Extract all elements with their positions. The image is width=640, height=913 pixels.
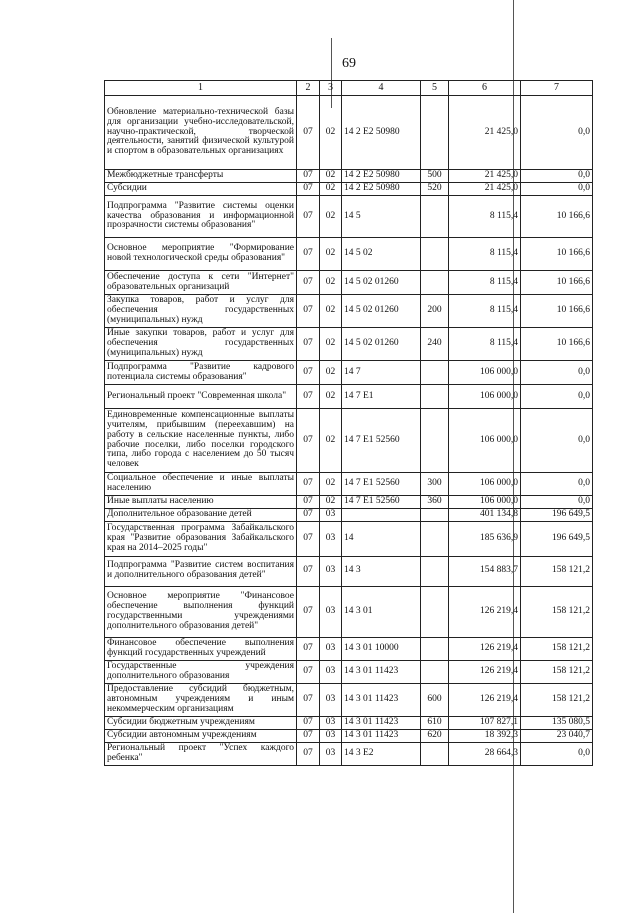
table-row	[105, 196, 593, 238]
row-amount-1: 21 425,0	[449, 96, 521, 170]
row-expense-type	[421, 196, 449, 238]
row-subsection: 02	[320, 328, 342, 361]
row-section: 07	[297, 238, 320, 271]
row-subsection: 02	[320, 385, 342, 409]
row-amount-2: 0,0	[521, 473, 593, 496]
row-section: 07	[297, 328, 320, 361]
row-name: Подпрограмма "Развитие систем воспитания и дополнительного образования детей"	[105, 556, 297, 586]
row-section: 07	[297, 637, 320, 660]
row-amount-1: 107 827,1	[449, 716, 521, 729]
row-section: 07	[297, 716, 320, 729]
row-amount-1: 126 219,4	[449, 660, 521, 683]
row-expense-type	[421, 409, 449, 473]
row-expense-type	[421, 742, 449, 765]
col-header-amount-1: 6	[449, 81, 521, 96]
row-amount-2: 0,0	[521, 385, 593, 409]
row-amount-2: 10 166,6	[521, 295, 593, 328]
table-row	[105, 183, 593, 196]
row-amount-2: 0,0	[521, 170, 593, 183]
row-amount-2: 0,0	[521, 409, 593, 473]
row-target-article: 14 3 01 11423	[342, 660, 421, 683]
row-name: Основное мероприятие "Формирование новой технологической среды образования"	[105, 238, 297, 271]
page-number: 69	[342, 56, 356, 71]
row-subsection: 02	[320, 96, 342, 170]
table-row	[105, 361, 593, 385]
row-section: 07	[297, 556, 320, 586]
row-expense-type	[421, 508, 449, 521]
row-subsection: 03	[320, 508, 342, 521]
row-name: Закупка товаров, работ и услуг для обеспечения государственных (муниципальных) нужд	[105, 295, 297, 328]
col-header-csr: 4	[342, 81, 421, 96]
row-expense-type: 300	[421, 473, 449, 496]
row-name: Социальное обеспечение и иные выплаты населению	[105, 473, 297, 496]
row-amount-1: 21 425,0	[449, 170, 521, 183]
row-target-article: 14 5 02	[342, 238, 421, 271]
row-name: Иные выплаты населению	[105, 495, 297, 508]
row-section: 07	[297, 473, 320, 496]
row-amount-1: 8 115,4	[449, 295, 521, 328]
row-amount-2: 158 121,2	[521, 637, 593, 660]
table-row	[105, 742, 593, 765]
row-target-article	[342, 508, 421, 521]
row-amount-1: 154 883,7	[449, 556, 521, 586]
row-name: Субсидии автономным учреждениям	[105, 729, 297, 742]
table-row	[105, 637, 593, 660]
row-amount-1: 106 000,0	[449, 495, 521, 508]
row-target-article: 14 3 01 11423	[342, 729, 421, 742]
row-subsection: 03	[320, 586, 342, 637]
row-amount-1: 21 425,0	[449, 183, 521, 196]
row-amount-1: 126 219,4	[449, 586, 521, 637]
row-amount-2: 10 166,6	[521, 271, 593, 295]
row-subsection: 02	[320, 238, 342, 271]
row-section: 07	[297, 183, 320, 196]
table-row	[105, 271, 593, 295]
row-amount-2: 0,0	[521, 183, 593, 196]
row-subsection: 02	[320, 196, 342, 238]
row-section: 07	[297, 683, 320, 716]
row-target-article: 14 3 01 11423	[342, 716, 421, 729]
row-section: 07	[297, 729, 320, 742]
row-name: Подпрограмма "Развитие системы оценки качества образования и информационной прозрачности системы образования"	[105, 196, 297, 238]
row-name: Иные закупки товаров, работ и услуг для обеспечения государственных (муниципальных) нужд	[105, 328, 297, 361]
row-amount-1: 126 219,4	[449, 637, 521, 660]
row-name: Региональный проект "Современная школа"	[105, 385, 297, 409]
row-subsection: 02	[320, 295, 342, 328]
row-amount-1: 28 664,3	[449, 742, 521, 765]
row-expense-type	[421, 271, 449, 295]
row-name: Государственная программа Забайкальского края "Развитие образования Забайкальского края на 2014–2025 годы"	[105, 521, 297, 556]
row-amount-1: 8 115,4	[449, 238, 521, 271]
row-expense-type	[421, 238, 449, 271]
row-subsection: 03	[320, 660, 342, 683]
row-target-article: 14 3	[342, 556, 421, 586]
budget-table	[104, 80, 593, 766]
table-row	[105, 385, 593, 409]
table-row	[105, 170, 593, 183]
row-target-article: 14 7 Е1 52560	[342, 473, 421, 496]
row-amount-2: 0,0	[521, 361, 593, 385]
row-target-article: 14 3 Е2	[342, 742, 421, 765]
row-amount-2: 0,0	[521, 742, 593, 765]
col-header-name: 1	[105, 81, 297, 96]
row-name: Финансовое обеспечение выполнения функций государственных учреждений	[105, 637, 297, 660]
table-row	[105, 716, 593, 729]
row-target-article: 14 3 01 11423	[342, 683, 421, 716]
row-amount-1: 18 392,3	[449, 729, 521, 742]
row-subsection: 02	[320, 170, 342, 183]
row-subsection: 03	[320, 637, 342, 660]
row-target-article: 14 7 Е1 52560	[342, 409, 421, 473]
row-section: 07	[297, 409, 320, 473]
row-section: 07	[297, 521, 320, 556]
row-name: Основное мероприятие "Финансовое обеспечение выполнения функций государственными учреждениями дополнительного образования детей"	[105, 586, 297, 637]
row-subsection: 03	[320, 683, 342, 716]
row-amount-1: 106 000,0	[449, 385, 521, 409]
table-row	[105, 521, 593, 556]
row-subsection: 03	[320, 729, 342, 742]
row-name: Субсидии	[105, 183, 297, 196]
row-section: 07	[297, 196, 320, 238]
col-header-vr: 5	[421, 81, 449, 96]
row-amount-1: 106 000,0	[449, 361, 521, 385]
row-subsection: 02	[320, 473, 342, 496]
row-expense-type	[421, 556, 449, 586]
row-amount-2: 10 166,6	[521, 238, 593, 271]
row-section: 07	[297, 660, 320, 683]
row-amount-2: 158 121,2	[521, 586, 593, 637]
row-target-article: 14 5 02 01260	[342, 328, 421, 361]
row-amount-1: 8 115,4	[449, 196, 521, 238]
row-amount-2: 0,0	[521, 495, 593, 508]
row-amount-1: 401 134,8	[449, 508, 521, 521]
table-row	[105, 683, 593, 716]
row-name: Государственные учреждения дополнительного образования	[105, 660, 297, 683]
row-subsection: 02	[320, 271, 342, 295]
col-header-pr: 3	[320, 81, 342, 96]
row-expense-type: 360	[421, 495, 449, 508]
table-row	[105, 586, 593, 637]
row-amount-1: 106 000,0	[449, 409, 521, 473]
row-section: 07	[297, 271, 320, 295]
row-target-article: 14 2 Е2 50980	[342, 183, 421, 196]
row-expense-type	[421, 96, 449, 170]
table-row	[105, 508, 593, 521]
row-section: 07	[297, 586, 320, 637]
row-expense-type: 520	[421, 183, 449, 196]
row-expense-type	[421, 586, 449, 637]
row-amount-2: 158 121,2	[521, 660, 593, 683]
row-name: Дополнительное образование детей	[105, 508, 297, 521]
table-row	[105, 556, 593, 586]
table-row	[105, 660, 593, 683]
row-target-article: 14 5 02 01260	[342, 295, 421, 328]
table-header-row	[105, 81, 593, 96]
row-subsection: 02	[320, 361, 342, 385]
row-target-article: 14 7	[342, 361, 421, 385]
row-expense-type	[421, 660, 449, 683]
row-name: Межбюджетные трансферты	[105, 170, 297, 183]
row-target-article: 14 7 Е1	[342, 385, 421, 409]
row-name: Региональный проект "Успех каждого ребенка"	[105, 742, 297, 765]
row-amount-2: 135 080,5	[521, 716, 593, 729]
row-target-article: 14 5 02 01260	[342, 271, 421, 295]
row-subsection: 03	[320, 556, 342, 586]
row-subsection: 02	[320, 495, 342, 508]
row-amount-2: 0,0	[521, 96, 593, 170]
row-expense-type: 200	[421, 295, 449, 328]
row-subsection: 02	[320, 409, 342, 473]
table-row	[105, 328, 593, 361]
row-amount-1: 106 000,0	[449, 473, 521, 496]
row-section: 07	[297, 96, 320, 170]
row-amount-2: 196 649,5	[521, 508, 593, 521]
row-subsection: 03	[320, 742, 342, 765]
table-row	[105, 495, 593, 508]
table-row	[105, 295, 593, 328]
row-expense-type: 500	[421, 170, 449, 183]
row-amount-2: 158 121,2	[521, 683, 593, 716]
col-header-rz: 2	[297, 81, 320, 96]
row-expense-type	[421, 637, 449, 660]
table-row	[105, 473, 593, 496]
row-subsection: 03	[320, 716, 342, 729]
row-target-article: 14 7 Е1 52560	[342, 495, 421, 508]
row-name: Предоставление субсидий бюджетным, автономным учреждениям и иным некоммерческим организациям	[105, 683, 297, 716]
row-expense-type	[421, 521, 449, 556]
row-section: 07	[297, 385, 320, 409]
row-name: Обновление материально-технической базы для организации учебно-исследовательской, научно-практической, творческой деятельности, занятий физической культурой и спортом в образовательных организациях	[105, 96, 297, 170]
row-amount-2: 10 166,6	[521, 196, 593, 238]
row-name: Единовременные компенсационные выплаты учителям, прибывшим (переехавшим) на работу в сельские населенные пункты, либо рабочие поселки, либо поселки городского типа, либо города с населением до 50 тысяч человек	[105, 409, 297, 473]
row-amount-2: 196 649,5	[521, 521, 593, 556]
row-section: 07	[297, 170, 320, 183]
row-name: Обеспечение доступа к сети "Интернет" образовательных организаций	[105, 271, 297, 295]
row-target-article: 14 3 01 10000	[342, 637, 421, 660]
row-amount-2: 10 166,6	[521, 328, 593, 361]
row-amount-1: 126 219,4	[449, 683, 521, 716]
row-name: Субсидии бюджетным учреждениям	[105, 716, 297, 729]
row-section: 07	[297, 742, 320, 765]
row-target-article: 14 3 01	[342, 586, 421, 637]
row-amount-2: 158 121,2	[521, 556, 593, 586]
row-expense-type	[421, 361, 449, 385]
row-section: 07	[297, 508, 320, 521]
table-row	[105, 409, 593, 473]
row-section: 07	[297, 495, 320, 508]
row-target-article: 14 2 Е2 50980	[342, 170, 421, 183]
row-section: 07	[297, 295, 320, 328]
row-expense-type: 610	[421, 716, 449, 729]
row-amount-2: 23 040,7	[521, 729, 593, 742]
row-name: Подпрограмма "Развитие кадрового потенциала системы образования"	[105, 361, 297, 385]
row-expense-type: 600	[421, 683, 449, 716]
row-expense-type: 240	[421, 328, 449, 361]
row-target-article: 14	[342, 521, 421, 556]
table-row	[105, 729, 593, 742]
row-amount-1: 8 115,4	[449, 328, 521, 361]
row-expense-type	[421, 385, 449, 409]
row-section: 07	[297, 361, 320, 385]
table-row	[105, 96, 593, 170]
row-amount-1: 8 115,4	[449, 271, 521, 295]
row-amount-1: 185 636,9	[449, 521, 521, 556]
row-target-article: 14 2 Е2 50980	[342, 96, 421, 170]
table-row	[105, 238, 593, 271]
col-header-amount-2: 7	[521, 81, 593, 96]
row-subsection: 02	[320, 183, 342, 196]
row-expense-type: 620	[421, 729, 449, 742]
row-target-article: 14 5	[342, 196, 421, 238]
row-subsection: 03	[320, 521, 342, 556]
